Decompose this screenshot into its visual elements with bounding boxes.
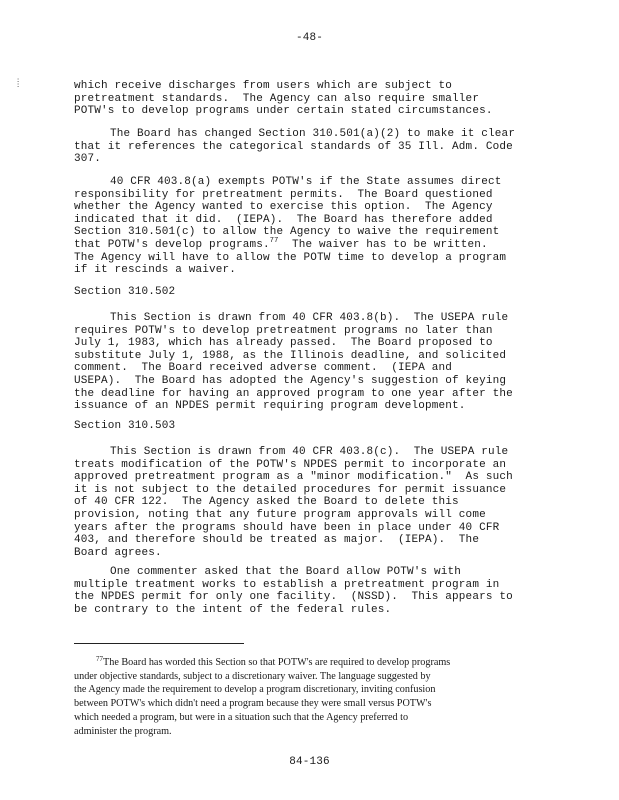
- text-line: comment. The Board received adverse comment. (IEPA and: [74, 362, 453, 375]
- footnote-text: The Board has worded this Section so that POTW's are required to develop programs: [103, 657, 451, 668]
- text-line: 40 CFR 403.8(a) exempts POTW's if the State assumes direct: [110, 176, 502, 188]
- margin-marks: : :: [16, 76, 21, 89]
- page-number: 84-136: [289, 756, 330, 768]
- text-line: responsibility for pretreatment permits. The Board questioned: [74, 188, 493, 201]
- text-line: it is not subject to the detailed procedures for permit issuance: [74, 483, 507, 496]
- text-line: Board agrees.: [74, 546, 162, 559]
- paragraph-section-310-503: [74, 446, 554, 559]
- text-line: provision, noting that any future program approvals will come: [74, 508, 486, 521]
- footnote-line: [74, 656, 552, 670]
- text-line: that it references the categorical standards of 35 Ill. Adm. Code: [74, 140, 513, 153]
- paragraph-403-8-a: [74, 176, 554, 277]
- footnote-line: under objective standards, subject to a discretionary waiver. The language suggested by: [74, 670, 431, 682]
- text-line: One commenter asked that the Board allow POTW's with: [110, 566, 462, 578]
- footnote-reference: 77: [269, 236, 279, 245]
- text-line: if it rescinds a waiver.: [74, 264, 237, 277]
- paragraph-continuation: [74, 80, 554, 118]
- section-heading: [74, 286, 554, 299]
- text-line: 403, and therefore should be treated as major. (IEPA). The: [74, 534, 480, 547]
- text-line: The Board has changed Section 310.501(a)(2) to make it clear: [110, 128, 516, 140]
- section-heading: [74, 420, 554, 433]
- text-line: This Section is drawn from 40 CFR 403.8(c). The USEPA rule: [110, 446, 509, 458]
- text-line: be contrary to the intent of the federal rules.: [74, 603, 392, 616]
- text-line: issuance of an NPDES permit requiring program development.: [74, 400, 466, 413]
- text-line: indicated that it did. (IEPA). The Board has therefore added: [74, 213, 493, 226]
- text-line: Section 310.501(c) to allow the Agency to waive the requirement: [74, 226, 500, 239]
- line-text: that POTW's develop programs.: [74, 238, 270, 251]
- footnote-divider: [74, 643, 244, 644]
- footnote-line: the Agency made the requirement to develop a program discretionary, inviting confusion: [74, 684, 436, 696]
- text-line: requires POTW's to develop pretreatment programs no later than: [74, 324, 493, 337]
- line-text-tail: The waiver has to be written.: [278, 238, 488, 251]
- text-line: pretreatment standards. The Agency can also require smaller: [74, 92, 480, 105]
- text-line: years after the programs should have been in place under 40 CFR: [74, 521, 500, 534]
- text-line: This Section is drawn from 40 CFR 403.8(b). The USEPA rule: [110, 312, 509, 324]
- footnote-line: administer the program.: [74, 725, 172, 737]
- page-header-marker: -48-: [295, 32, 323, 44]
- paragraph-section-310-501-a-2: [74, 128, 554, 166]
- text-line: The Agency will have to allow the POTW time to develop a program: [74, 251, 507, 264]
- text-line: [74, 236, 554, 252]
- text-line: multiple treatment works to establish a pretreatment program in: [74, 578, 500, 591]
- section-heading-text: Section 310.502: [74, 286, 176, 298]
- section-heading-text: Section 310.503: [74, 420, 176, 432]
- text-line: USEPA). The Board has adopted the Agency's suggestion of keying: [74, 374, 507, 387]
- text-line: July 1, 1983, which has already passed. The Board proposed to: [74, 337, 493, 350]
- footnote-line: which needed a program, but were in a situation such that the Agency preferred to: [74, 711, 409, 723]
- text-line: of 40 CFR 122. The Agency asked the Board to delete this: [74, 496, 459, 509]
- paragraph-section-310-502: [74, 312, 554, 413]
- text-line: the NPDES permit for only one facility. (NSSD). This appears to: [74, 591, 513, 604]
- text-line: treats modification of the POTW's NPDES permit to incorporate an: [74, 458, 507, 471]
- text-line: 307.: [74, 153, 102, 166]
- text-line: substitute July 1, 1988, as the Illinois deadline, and solicited: [74, 349, 507, 362]
- text-line: which receive discharges from users which are subject to: [74, 80, 453, 92]
- text-line: approved pretreatment program as a "minor modification." As such: [74, 471, 513, 484]
- text-line: the deadline for having an approved program to one year after the: [74, 387, 513, 400]
- text-line: POTW's to develop programs under certain stated circumstances.: [74, 105, 493, 118]
- footnote-line: between POTW's which didn't need a program because they were small versus POTW's: [74, 698, 432, 710]
- paragraph-commenter: [74, 566, 554, 616]
- footnote: [74, 656, 552, 738]
- text-line: whether the Agency wanted to exercise this option. The Agency: [74, 201, 493, 214]
- footnote-marker: 77: [96, 655, 103, 663]
